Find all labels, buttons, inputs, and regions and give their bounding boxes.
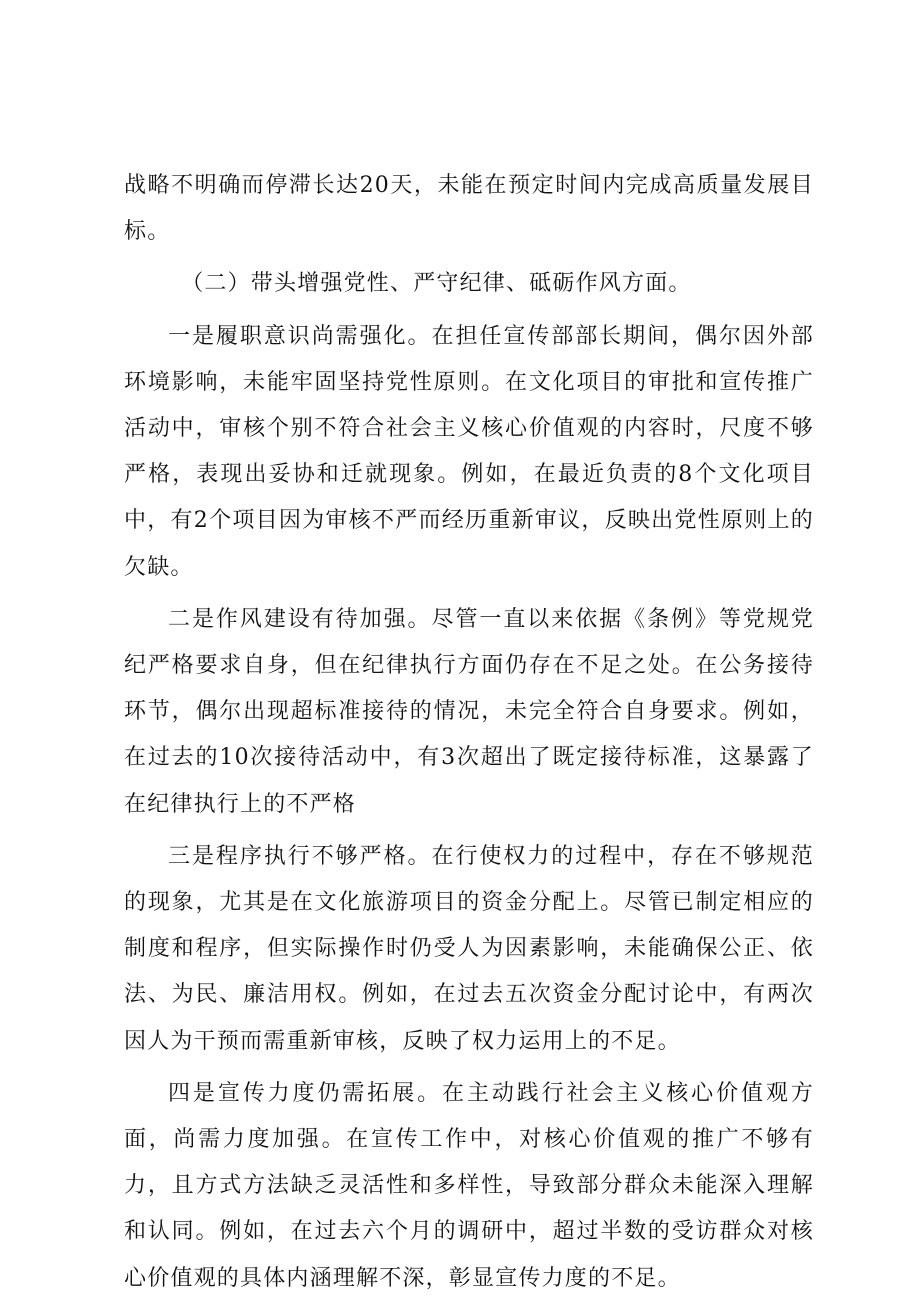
paragraph-item-3: 三是程序执行不够严格。在行使权力的过程中，存在不够规范的现象，尤其是在文化旅游项目的资金分配上。尽管已制定相应的制度和程序，但实际操作时仍受人为因素影响，未能确保公正、依法、为民、廉洁用权。例如，在过去五次资金分配讨论中，有两次因人为干预而需重新审核，反映了权力运用上的不足。 <box>124 843 814 1054</box>
document-body <box>124 163 814 1308</box>
section-heading: （二）带头增强党性、严守纪律、砥砺作风方面。 <box>181 271 692 297</box>
paragraph-item-4: 四是宣传力度仍需拓展。在主动践行社会主义核心价值观方面，尚需力度加强。在宣传工作中，对核心价值观的推广不够有力，且方式方法缺乏灵活性和多样性，导致部分群众未能深入理解和认同。例如，在过去六个月的调研中，超过半数的受访群众对核心价值观的具体内涵理解不深，彰显宣传力度的不足。 <box>124 1080 814 1291</box>
paragraph-item-1: 一是履职意识尚需强化。在担任宣传部部长期间，偶尔因外部环境影响，未能牢固坚持党性原则。在文化项目的审批和宣传推广活动中，审核个别不符合社会主义核心价值观的内容时，尺度不够严格，表现出妥协和迁就现象。例如，在最近负责的8个文化项目中，有2个项目因为审核不严而经历重新审议，反映出党性原则上的欠缺。 <box>124 323 814 580</box>
paragraph-continuation: 战略不明确而停滞长达20天，未能在预定时间内完成高质量发展目标。 <box>124 173 814 245</box>
paragraph-item-2: 二是作风建设有待加强。尽管一直以来依据《条例》等党规党纪严格要求自身，但在纪律执行方面仍存在不足之处。在公务接待环节，偶尔出现超标准接待的情况，未完全符合自身要求。例如，在过去的10次接待活动中，有3次超出了既定接待标准，这暴露了在纪律执行上的不严格 <box>124 606 814 817</box>
